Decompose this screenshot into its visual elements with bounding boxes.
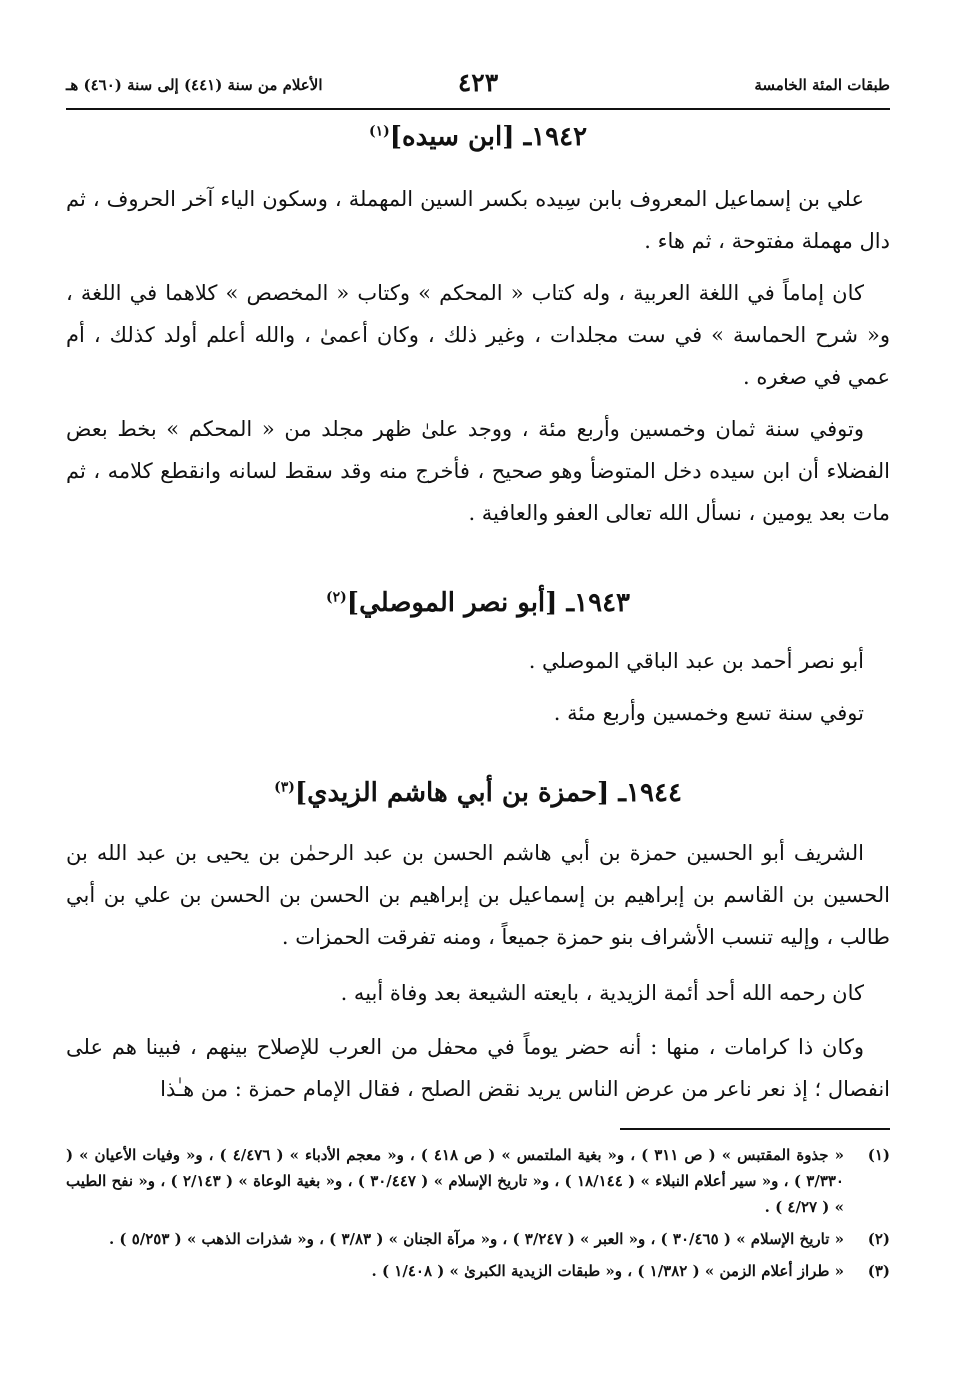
paragraph: توفي سنة تسع وخمسين وأربع مئة . [553, 701, 864, 725]
footnote-text: « تاريخ الإسلام » ( ٣٠/٤٦٥ ) ، و« العبر » ( ٣/٢٤٧ ) ، و« مرآة الجنان » ( ٣/٨٣ ) ، و« شذرات الذهب » ( ٥/٢٥٣ ) . [108, 1230, 844, 1248]
footnote [66, 1142, 890, 1220]
footnotes [66, 1142, 890, 1290]
header-rule [66, 108, 890, 110]
entry-title-1942 [66, 122, 890, 152]
paragraph: علي بن إسماعيل المعروف بابن سِيده بكسر السين المهملة ، وسكون الياء آخر الحروف ، ثم دال مهملة مفتوحة ، ثم هاء . [66, 187, 890, 253]
paragraph: وكان ذا كرامات ، منها : أنه حضر يوماً في محفل من العرب للإصلاح بينهم ، فبينا هم على انفصال ؛ إذ نعر ناعر من عرض الناس يريد نقض الصلح ، فقال الإمام حمزة : من هـٰذا [66, 1035, 890, 1101]
paragraph: كان إماماً في اللغة العربية ، وله كتاب « المحكم » وكتاب « المخصص » كلاهما في اللغة ، و« شرح الحماسة » في ست مجلدات ، وغير ذلك ، وكان أعمىٰ ، والله أعلم أولد كذلك ، أم عمي في صغره . [66, 281, 890, 389]
footnote-number: (١) [867, 1146, 890, 1164]
footnote-number: (٣) [867, 1262, 890, 1280]
running-header [66, 68, 890, 108]
entry-title-text: ١٩٤٣ـ [أبو نصر الموصلي] [346, 588, 630, 618]
footnote-ref: (٣) [274, 779, 295, 796]
footnote [66, 1258, 890, 1284]
paragraph: أبو نصر أحمد بن عبد الباقي الموصلي . [528, 649, 864, 673]
footnote-text: « طراز أعلام الزمن » ( ١/٣٨٢ ) ، و« طبقات الزيدية الكبرىٰ » ( ١/٤٠٨ ) . [371, 1262, 844, 1280]
entry-title-1943 [66, 588, 890, 618]
footnote [66, 1226, 890, 1252]
paragraph: الشريف أبو الحسين حمزة بن أبي هاشم الحسن بن عبد الرحمٰن بن يحيى بن عبد الله بن الحسين بن القاسم بن إبراهيم بن إسماعيل بن إبراهيم بن الحسن بن الحسن بن علي بن أبي طالب ، وإليه تنسب الأشراف بنو حمزة جميعاً ، ومنه تفرقت الحمزات . [66, 841, 890, 949]
paragraph: وتوفي سنة ثمان وخمسين وأربع مئة ، ووجد علىٰ ظهر مجلد من « المحكم » بخط بعض الفضلاء أن ابن سيده دخل المتوضأ وهو صحيح ، فأخرج منه وقد سقط لسانه وانقطع كلامه ، ثم مات بعد يومين ، نسأل الله تعالى العفو والعافية . [66, 417, 890, 525]
entry-title-text: ١٩٤٢ـ [ابن سيده] [389, 122, 588, 152]
entry-title-1944 [66, 778, 890, 808]
paragraph: كان رحمه الله أحد أئمة الزيدية ، بايعته الشيعة بعد وفاة أبيه . [340, 981, 864, 1005]
header-section-title: طبقات المئة الخامسة [754, 76, 890, 94]
footnote-text: « جذوة المقتبس » ( ص ٣١١ ) ، و« بغية الملتمس » ( ص ٤١٨ ) ، و« معجم الأدباء » ( ٤/٤٧٦ ) ، و« وفيات الأعيان » ( ٣/٣٣٠ ) ، و« سير أعلام النبلاء » ( ١٨/١٤٤ ) ، و« تاريخ الإسلام » ( ٣٠/٤٤٧ ) ، و« بغية الوعاة » ( ٢/١٤٣ ) ، و« نفح الطيب » ( ٤/٢٧ ) . [66, 1146, 844, 1216]
footnote-ref: (٢) [325, 589, 347, 606]
footnote-ref: (١) [368, 123, 390, 140]
footnote-separator [620, 1128, 890, 1130]
page-number: ٤٢٣ [457, 68, 499, 97]
footnote-number: (٢) [867, 1230, 890, 1248]
entry-title-text: ١٩٤٤ـ [حمزة بن أبي هاشم الزيدي] [294, 778, 682, 808]
header-year-range: الأعلام من سنة (٤٤١) إلى سنة (٤٦٠) هـ [66, 76, 323, 94]
